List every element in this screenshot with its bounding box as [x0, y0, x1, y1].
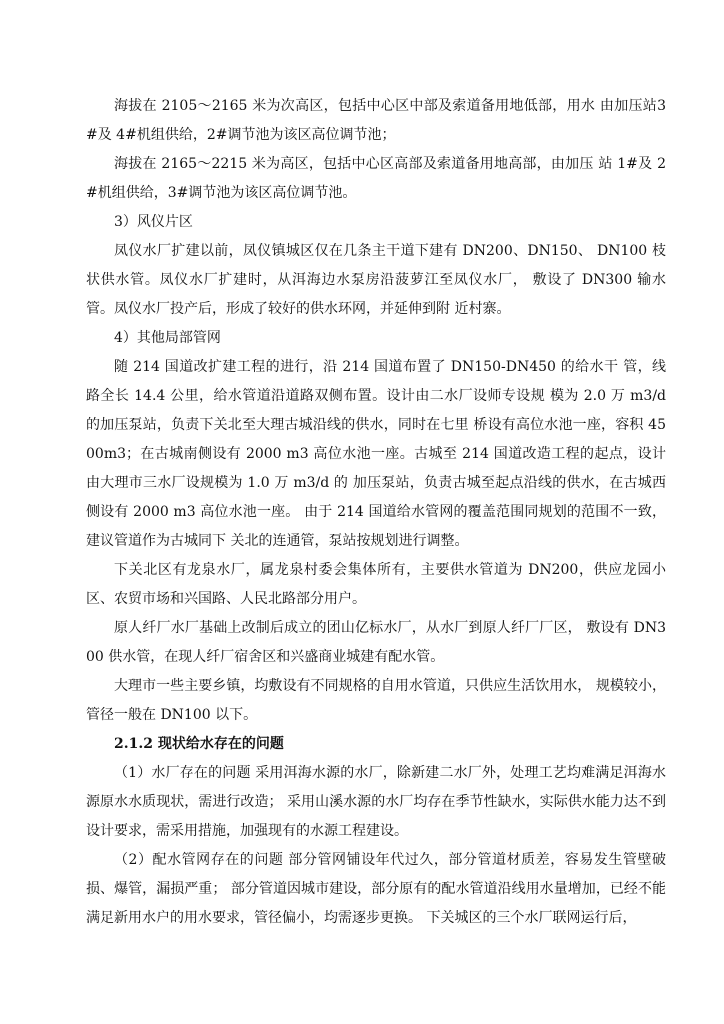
section-heading-2-1-2: 2.1.2 现状给水存在的问题	[114, 736, 284, 752]
paragraph-network-problems: （2）配水管网存在的问题 部分管网铺设年代过久，部分管道材质差，容易发生管壁破损、爆管，漏损严重； 部分管道因城市建设，部分原有的配水管道沿线用水量增加，已经不能满足新用水户的用水要求，管径偏小，均需逐步更换。 下关城区的三个水厂联网运行后，	[86, 852, 666, 926]
paragraph-townships: 大理市一些主要乡镇，均敷设有不同规格的自用水管道，只供应生活饮用水， 规模较小，管径一般在 DN100 以下。	[86, 678, 666, 723]
paragraph-tuanshan-plant: 原人纤厂水厂基础上改制后成立的团山亿标水厂，从水厂到原人纤厂厂区， 敷设有 DN300 供水管，在现人纤厂宿舍区和兴盛商业城建有配水管。	[86, 620, 666, 665]
paragraph-fengyi: 凤仪水厂扩建以前，凤仪镇城区仅在几条主干道下建有 DN200、DN150、 DN100 枝状供水管。凤仪水厂扩建时，从洱海边水泵房沿菠萝江至凤仪水厂， 敷设了 DN300 输水管。凤仪水厂投产后，形成了较好的供水环网，并延伸到附 近村寨。	[86, 243, 666, 317]
paragraph-mid-high-zone: 海拔在 2105～2165 米为次高区，包括中心区中部及索道备用地低部，用水 由加压站3#及 4#机组供给，2#调节池为该区高位调节池；	[86, 98, 666, 143]
subheading-other-networks: 4）其他局部管网	[114, 330, 221, 346]
paragraph-route-214: 随 214 国道改扩建工程的进行，沿 214 国道布置了 DN150-DN450 的给水干 管，线路全长 14.4 公里，给水管道沿道路双侧布置。设计由二水厂设师专设规 模为 2.0 万 m3/d 的加压泵站，负责下关北至大理古城沿线的供水，同时在七里 桥设有高位水池一座，容积 4500m3；在古城南侧设有 2000 m3 高位水池一座。古城至 214 国道改造工程的起点，设计由大理市三水厂设规模为 1.0 万 m3/d 的 加压泵站，负责古城至起点沿线的供水，在古城西侧设有 2000 m3 高位水池一座。 由于 214 国道给水管网的覆盖范围同规划的范围不一致，建议管道作为古城同下 关北的连通管，泵站按规划进行调整。	[86, 359, 666, 549]
subheading-fengyi-area: 3）风仪片区	[114, 214, 193, 230]
paragraph-high-zone: 海拔在 2165～2215 米为高区，包括中心区高部及索道备用地高部，由加压 站 1#及 2#机组供给，3#调节池为该区高位调节池。	[86, 156, 666, 201]
paragraph-xiaguan-north: 下关北区有龙泉水厂，属龙泉村委会集体所有，主要供水管道为 DN200，供应龙园小区、农贸市场和兴国路、人民北路部分用户。	[86, 562, 666, 607]
paragraph-plant-problems: （1）水厂存在的问题 采用洱海水源的水厂，除新建二水厂外，处理工艺均难满足洱海水源原水水质现状，需进行改造； 采用山溪水源的水厂均存在季节性缺水，实际供水能力达不到设计要求，需采用措施，加强现有的水源工程建设。	[86, 765, 666, 839]
